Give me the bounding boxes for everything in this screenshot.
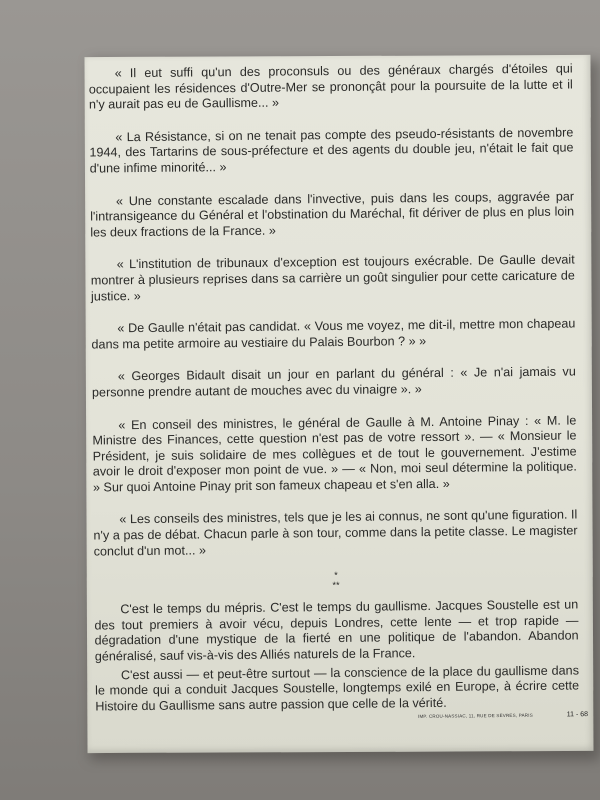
quote-3: « Une constante escalade dans l'invective, puis dans les coups, aggravée par l'intransigeance du Général et l'obstination du Maréchal, fit dériver de plus en plus loin les deux fractions de la France. » <box>90 189 575 240</box>
print-code: 11 - 68 <box>566 710 589 718</box>
blurb-paragraph-2: C'est aussi — et peut-être surtout — la conscience de la place du gaullisme dans le monde qui a conduit Jacques Soustelle, longtemps exilé en Europe, à écrire cette Histoire du Gaullisme sans autre passion que celle de la vérité. <box>95 663 580 714</box>
printer-imprint: IMP. CROU-NASSIAC, 11, RUE DE SÈVRES, PARIS <box>417 712 533 719</box>
quote-6: « Georges Bidault disait un jour en parlant du général : « Je n'ai jamais vu personne prendre autant de mouches avec du vinaigre ». » <box>91 364 576 400</box>
quote-4: « L'institution de tribunaux d'exception est toujours exécrable. De Gaulle devait montrer à plusieurs reprises dans sa carrière un goût singulier pour cette caricature de justice. » <box>90 252 575 304</box>
quote-8: « Les conseils des ministres, tels que je les ai connus, ne sont qu'une figuration. Il n'y a pas de débat. Chacun parle à son tour, comme dans la petite classe. Le magister conclut d'un mot... » <box>93 507 578 559</box>
printer-footer <box>418 707 588 723</box>
quote-1: « Il eut suffi qu'un des proconsuls ou des généraux chargés d'étoiles qui occupaient les résidences d'Outre-Mer se prononçât pour la poursuite de la lutte et il n'y aurait pas eu de Gaullisme... » <box>88 61 573 112</box>
blurb-paragraph-1: C'est le temps du mépris. C'est le temps du gaullisme. Jacques Soustelle est un des tout premiers à avoir vécu, depuis Londres, cette lente — et trop rapide — dégradation d'une mystique de la fierté en une politique de l'abandon. Abandon généralisé, sauf vis-à-vis des Alliés naturels de la France. <box>94 597 579 664</box>
quote-7: « En conseil des ministres, le général de Gaulle à M. Antoine Pinay : « M. le Ministre des Finances, cette question n'est pas de votre ressort ». — « Monsieur le Président, je suis solidaire de mes collègues et de tout le gouvernement. J'estime avoir le droit d'exposer mon point de vue. » — « Non, moi seul détermine la politique. » Sur quoi Antoine Pinay prit son fameux chapeau et s'en alla. » <box>92 412 577 495</box>
quote-5: « De Gaulle n'était pas candidat. « Vous me voyez, me dit-il, mettre mon chapeau dans ma petite armoire au vestiaire du Palais Bourbon ? » » <box>91 316 576 352</box>
section-separator: * ** <box>332 570 340 591</box>
quote-2: « La Résistance, si on ne tenait pas compte des pseudo-résistants de novembre 1944, des Tartarins de sous-préfecture et des agents du double jeu, n'était le fait que d'une infime minorité... » <box>89 125 574 176</box>
back-cover-text <box>89 61 580 717</box>
